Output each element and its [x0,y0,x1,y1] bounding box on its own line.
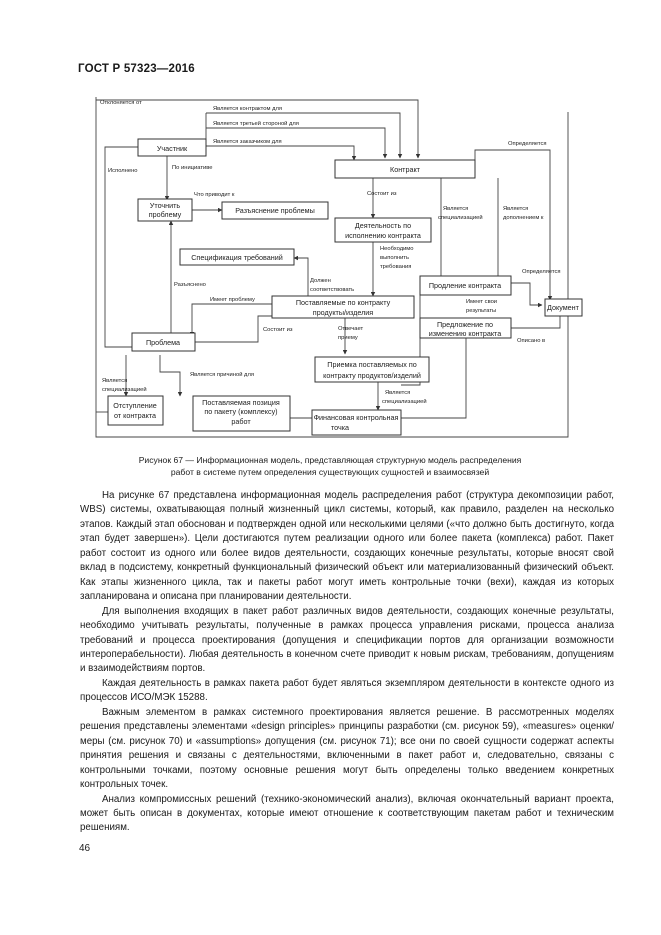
acceptance-label-2: контракту продуктов/изделий [323,371,421,380]
rel-addition-a: Является [503,206,529,212]
paragraph: Каждая деятельность в рамках пакета работ будет являться экземпляром деятельности в контексте одного из процессов ИСО/МЭК 15288. [80,677,614,704]
acceptance-label-1: Приемка поставляемых по [327,360,417,369]
clarify-problem-label-1: Уточнить [149,201,181,210]
change-proposal-label-1: Предложение по [436,320,494,329]
rel-addition-b: дополнением к [503,215,544,221]
rel-specialization-3b: специализацией [382,399,427,405]
consists-line-2 [195,316,272,342]
participant-label: Участник [156,144,188,153]
paragraph: На рисунке 67 представлена информационная модель распределения работ (структура декомпозиции работ, WBS) системы, охватывающая полный жизненный цикл системы, который, как правило, разделен на несколько этапов. Каждый этап обоснован и подтвержден одной или несколькими целями («что должно быть достигнуто, когда этап будет завершен»). Цели достигаются путем реализации одного или более пакета (комплекса) работ. Пакет работ состоит из одного или более видов деятельности, создающих конечные результаты, которые вносят свой вклад в подсистему, конкретный функциональный физический объект или материализованный физический объект. Как этапы жизненного цикла, так и пакеты работ могут иметь контрольные точки (вехи), каждая из которых запланирована и описана при планировании деятельности. [80,490,614,603]
must-match-line [294,258,308,296]
caption-line-1: Рисунок 67 — Информационная модель, представляющая структурную модель распределения [138,455,522,465]
customer-line [206,146,354,160]
contractor-line [206,113,400,158]
rel-has-results-b: результаты [466,308,497,314]
rel-explained: Разъяснено [174,282,206,288]
rel-initiated-by: По инициативе [172,165,213,171]
package-item-label-1: Поставляемая позиция [202,398,280,407]
rel-consists-of-2: Состоит из [263,327,293,333]
rel-rejected-by: Отклоняется от [100,100,142,106]
has-problem-line [192,304,272,336]
activity-label-2: исполнению контракта [345,231,421,240]
rel-defined-2: Определяется [522,269,561,275]
body-text [80,489,614,836]
activity-label-1: Деятельность по [354,221,412,230]
described-in-line [511,316,560,328]
deviation-label-2: от контракта [113,411,157,420]
rel-specialization-2a: Является [102,378,128,384]
rel-corresponds-b: приему [338,335,358,341]
rel-specialization-3a: Является [385,390,411,396]
rel-specialization-2b: специализацией [102,387,147,393]
information-model-diagram [0,0,661,450]
paragraph: Для выполнения входящих в пакет работ различных видов деятельности, создающих конечные результаты, необходимо учитывать результаты, полученные в рамках процесса управления рисками, процесса анализа требований и процесса проектирования (допущения и спецификации портов для организации возможности интероперабельности). Любая деятельность в конечном счете приводит к новым рискам, требованиям, допущениям и взаимодействиям портов. [80,605,614,675]
clarify-problem-label-2: проблему [148,210,182,219]
rel-defined-1: Определяется [508,141,547,147]
defined-line-2 [511,283,542,305]
rel-must-match-b: соответствовать [310,287,355,293]
rel-need-fulfill-a: Необходимо [380,246,414,252]
page-number: 46 [79,843,91,854]
rel-is-third-party: Является третьей стороной для [213,121,299,127]
cause-line [160,355,180,396]
document-label: Документ [547,303,579,312]
caption-line-2: работ в системе путем определения существующих сущностей и взаимосвязей [170,467,490,477]
contract-items-label-1: Поставляемые по контракту [295,298,391,307]
rel-is-contractor: Является контрактом для [213,106,282,112]
package-item-label-3: работ [231,417,251,426]
rel-solved: Исполнено [108,168,138,174]
rel-must-match-a: Должен [310,278,331,284]
standard-header: ГОСТ Р 57323—2016 [78,63,195,75]
contract-label: Контракт [390,165,420,174]
contract-items-label-2: продукты/изделия [312,308,374,317]
change-proposal-label-2: изменению контракта [428,329,502,338]
package-item-label-2: по пакету (комплексу) [204,407,278,416]
rel-need-fulfill-b: выполнить [380,255,409,261]
rel-is-customer: Является заказчиком для [213,139,282,145]
problem-label: Проблема [145,338,181,347]
rel-specialization-1b: специализацией [438,215,483,221]
figure-caption [80,454,580,478]
fin-checkpoint-label-1: Финансовая контрольная [313,413,399,422]
contract-extension-label: Продление контракта [428,281,502,290]
rel-consists-of-1: Состоит из [367,191,397,197]
rel-has-problem: Имеет проблему [210,297,255,303]
rel-leads-to: Что приводит к [194,192,235,198]
rel-is-cause-for: Является причиной для [190,372,254,378]
clarify-problem-text-label: Разъяснение проблемы [235,206,315,215]
deviation-label-1: Отступление [113,401,157,410]
paragraph: Анализ компромиссных решений (технико-экономический анализ), включая окончательный вариант проекта, может быть описан в документах, которые имеют отношение к соответствующим пакетам работ и техническим решениям. [80,793,614,834]
rel-has-results-a: Имеет свои [466,299,498,305]
paragraph: Важным элементом в рамках системного проектирования является решение. В рассмотренных моделях решения представлены элементами «design principles» принципы разработки (см. рисунок 59), «measures» оценки/меры (см. рисунок 70) и «assumptions» допущения (см. рисунок 71); все они по своей сущности содержат аспекты принятия решения и связаны с деятельностями, включенными в пакет работ и, следовательно, связаны с контрольными точками, поэтому основные решения могут быть определены только введением конкретных контрольных точек. [80,706,614,791]
req-spec-label: Спецификация требований [191,253,283,262]
solved-line [105,147,138,347]
rel-corresponds-a: Отвечает [338,326,364,332]
rel-described-in: Описано в [517,338,546,344]
rel-need-fulfill-c: требования [380,264,412,270]
fin-checkpoint-label-2: точка [330,423,350,432]
rel-specialization-1a: Является [443,206,469,212]
